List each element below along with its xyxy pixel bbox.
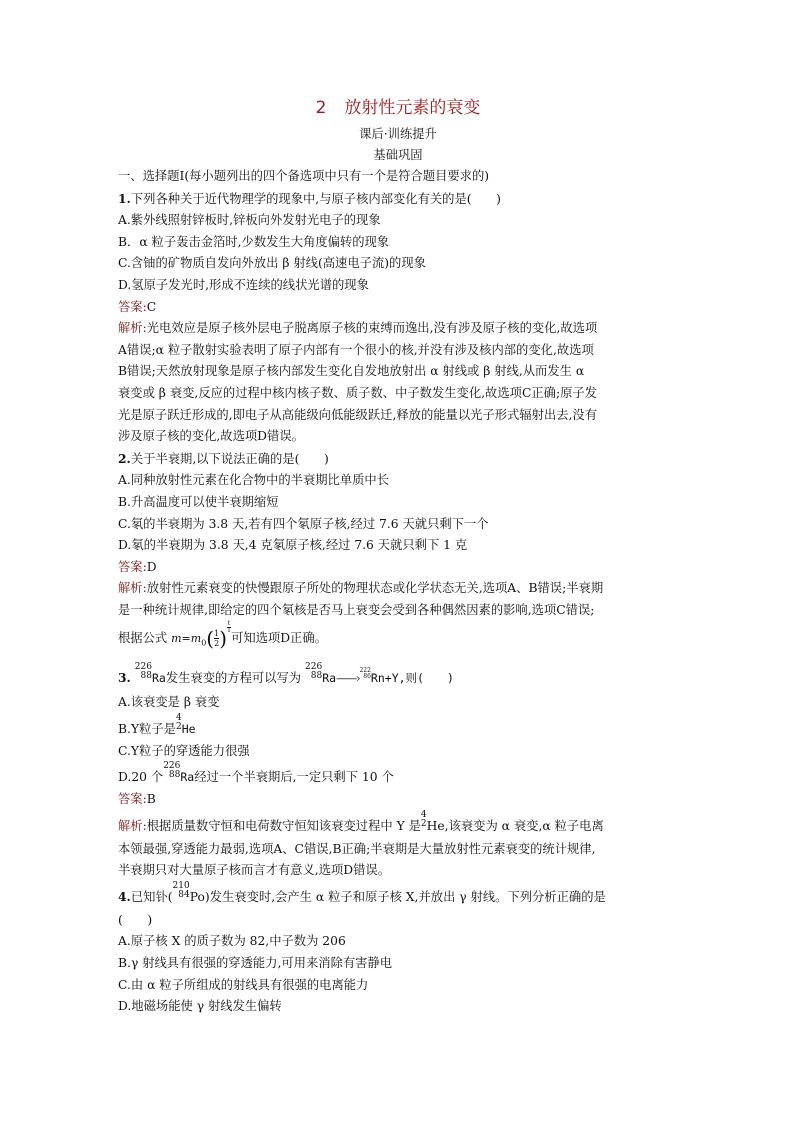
document-page [118,96,678,1018]
option: D.氢原子发光时,形成不连续的线状光谱的现象 [118,277,369,292]
exponent-denominator: T [227,627,232,635]
mass-number: 210 [172,880,190,891]
question-text: 关于半衰期,以下说法正确的是( ) [130,451,329,466]
explanation-text: 放射性元素衰变的快慢跟原子所处的物理状态或化学状态无关,选项A、B错误;半衰期 [146,581,604,596]
po-isotope [173,882,190,900]
exponent-numerator: t [227,620,231,628]
element-symbol: Ra [322,670,337,685]
option: A.紫外线照射锌板时,锌板向外发射光电子的现象 [118,213,381,228]
element-symbol: Ra [180,770,195,785]
question-number: 1. [118,190,131,206]
answer-value: C [146,299,157,314]
option: D.氡的半衰期为 3.8 天,4 克氡原子核,经过 7.6 天就只剩下 1 克 [118,538,468,553]
explanation-line: 光是原子跃迁形成的,即电子从高能级向低能级跃迁,释放的能量以光子形式辐射出去,没有 [118,407,598,422]
explanation-line [118,318,678,340]
explanation-label: 解析: [118,818,147,833]
explanation-text: He,该衰变为 α 衰变,α 粒子电离 [426,818,604,833]
option: B.升高温度可以使半衰期缩短 [118,494,279,509]
explanation-line: B错误;天然放射现象是原子核内部发生变化自发地放射出 α 射线或 β 射线,从而发生 α [118,364,585,379]
mass-number: 4 [175,712,182,723]
option: D.地磁场能使 γ 射线发生偏转 [118,999,282,1014]
title-text: 放射性元素的衰变 [344,98,481,118]
formula-m: m=m [171,632,202,646]
formula-subscript: 0 [201,638,207,648]
explanation-line: 是一种统计规律,即给定的四个氡核是否马上衰变会受到各种偶然因素的影响,选项C错误; [118,602,595,617]
he-isotope [421,811,427,829]
answer-value: D [146,559,157,574]
fraction-numerator: 1 [214,629,220,639]
option-text: 经过一个半衰期后,一定只剩下 10 个 [194,770,394,785]
mass-number: 222 [359,666,371,674]
explanation-line: A错误;α 粒子散射实验表明了原子内部有一个很小的核,并没有涉及核内部的变化,故选项 [118,342,594,357]
answer-label: 答案: [118,559,147,574]
option [118,762,678,789]
mass-number: 226 [305,661,323,672]
question-number: 2. [118,450,131,466]
question-2 [118,448,678,659]
question-1 [118,188,678,448]
answer-line [118,789,678,811]
formula-suffix: 可知选项D正确。 [231,631,327,646]
mass-number: 4 [420,809,427,820]
explanation-text: 光电效应是原子核外层电子脱离原子核的束缚而逸出,没有涉及原子核的变化,故选项 [146,321,598,336]
option: A.原子核 X 的质子数为 82,中子数为 206 [118,934,346,949]
atomic-number: 86 [363,672,371,680]
option-text: B.Y粒子是 [118,721,176,736]
explanation-text: 根据质量数守恒和电荷数守恒知该衰变过程中 Y 是 [146,818,421,833]
question-stem [118,663,678,692]
answer-value: B [146,792,156,807]
formula-line: 根据公式 $m=m_0$( $\frac{1}{2}$ ) $\frac{t}{T}$ 可知选项D正确。 [118,620,327,651]
option [118,714,678,741]
atomic-number: 88 [140,670,152,681]
ra-isotope [163,762,180,780]
question-number: 3. [118,669,131,685]
option: C.含铀的矿物质自发向外放出 β 射线(高速电子流)的现象 [118,256,426,271]
question-stem [118,882,678,910]
he-isotope [176,714,182,732]
atomic-number: 2 [175,721,182,732]
explanation-line: 半衰期只对大量原子核而言才有意义,选项D错误。 [118,863,391,878]
element-symbol: Ra [151,670,166,685]
question-stem [118,188,678,211]
explanation-line [118,578,678,600]
answer-line [118,557,678,579]
question-text: 下列各种关于近代物理学的现象中,与原子核内部变化有关的是( ) [130,191,501,206]
explanation-line: 衰变或 β 衰变,反应的过程中核内核子数、质子数、中子数发生变化,故选项C正确;原子发 [118,385,597,400]
explanation-line: 本领最强,穿透能力最弱,选项A、C错误,B正确;半衰期是大量放射性元素衰变的统计规律, [118,841,596,856]
option: C.由 α 粒子所组成的射线具有很强的电离能力 [118,977,369,992]
question-4 [118,882,678,1018]
question-number: 4. [118,888,131,904]
reaction-product: Rn+Y,则( ) [370,670,454,685]
formula-prefix: 根据公式 [118,631,172,646]
ra-isotope [135,663,152,681]
option: C.氡的半衰期为 3.8 天,若有四个氡原子核,经过 7.6 天就只剩下一个 [118,516,489,531]
reaction-arrow-icon: ——› [336,671,360,685]
option: A.同种放射性元素在化合物中的半衰期比单质中长 [118,473,390,488]
question-3 [118,663,678,882]
question-stem [118,448,678,471]
question-stem-continued: ( ) [118,912,153,927]
explanation-label: 解析: [118,321,147,336]
option-text: D.20 个 [118,770,164,785]
option: B．α 粒子轰击金箔时,少数发生大角度偏转的现象 [118,234,390,249]
title-number: 2 [315,98,327,118]
answer-label: 答案: [118,792,147,807]
mass-number: 226 [134,661,152,672]
element-symbol: He [181,721,196,736]
option: A.该衰变是 β 衰变 [118,694,220,709]
question-text: Po)发生衰变时,会产生 α 粒子和原子核 X,并放出 γ 射线。下列分析正确的是 [189,889,606,904]
explanation-line: 涉及原子核的变化,故选项D错误。 [118,429,304,444]
atomic-number: 88 [310,670,323,681]
page-title [118,96,678,120]
ra-isotope [305,663,322,681]
rn-isotope [359,668,370,680]
mass-number: 226 [163,761,181,772]
option: C.Y粒子的穿透能力很强 [118,743,250,758]
answer-line [118,297,678,319]
section-heading: 基础巩固 [373,148,423,162]
explanation-label: 解析: [118,581,147,596]
atomic-number: 84 [178,889,190,900]
explanation-line [118,811,678,839]
fraction-denominator: 2 [214,639,220,649]
question-text: 已知钋( [130,889,173,904]
atomic-number: 88 [168,770,181,781]
answer-label: 答案: [118,299,147,314]
page-subtitle: 课后·训练提升 [359,127,437,141]
option: B.γ 射线具有很强的穿透能力,可用来消除有害静电 [118,956,393,971]
question-text: 发生衰变的方程可以写为 [165,670,302,685]
part-heading: 一、选择题Ⅰ(每小题列出的四个备选项中只有一个是符合题目要求的) [118,169,490,183]
atomic-number: 2 [420,818,427,829]
